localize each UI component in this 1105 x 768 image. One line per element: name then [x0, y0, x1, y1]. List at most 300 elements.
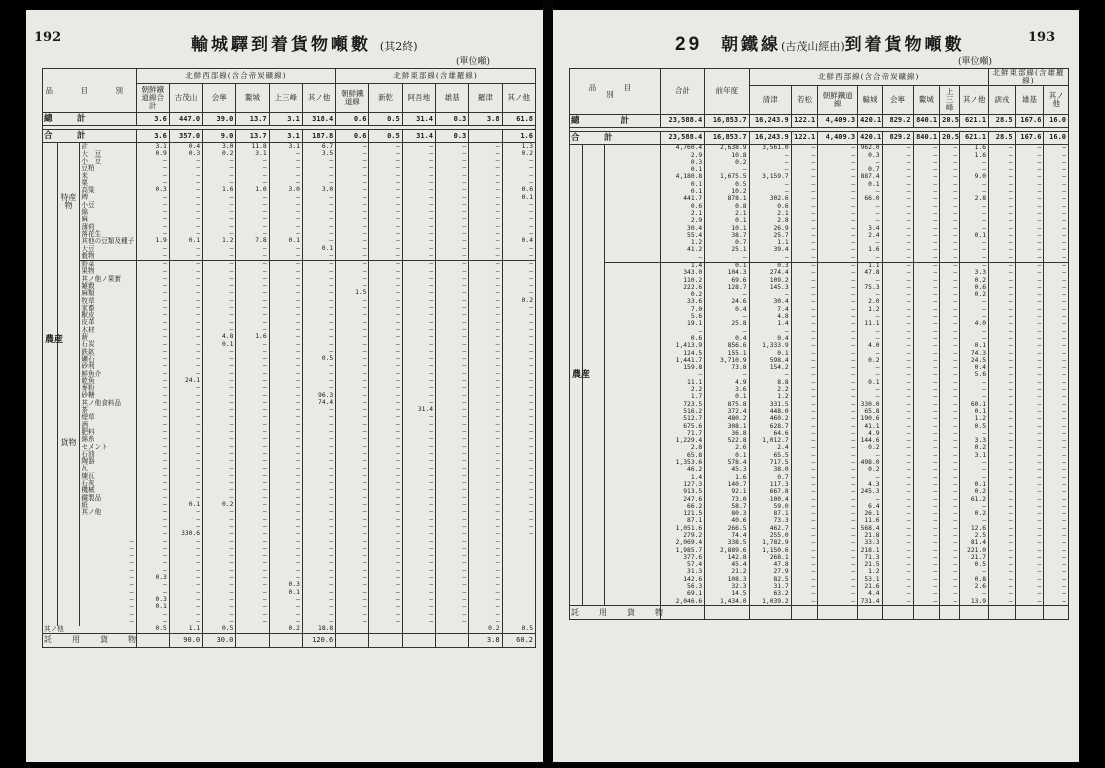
cell: — — [402, 348, 435, 355]
cell: — — [818, 335, 858, 342]
cell: — — [136, 172, 169, 179]
cell: — — [940, 518, 960, 525]
cell: 1.6 — [203, 187, 236, 194]
cell: — — [402, 414, 435, 421]
cell: — — [818, 598, 858, 606]
cell: — — [989, 181, 1016, 188]
cell: 11.8 — [236, 143, 269, 151]
cell: — — [940, 314, 960, 321]
cell: — — [882, 254, 913, 262]
cell: — — [136, 356, 169, 363]
cell: — — [989, 547, 1016, 554]
row-label: 煙草 — [80, 414, 136, 421]
cell: — — [989, 328, 1016, 335]
cell: — — [236, 341, 269, 348]
cell: 0.4 — [169, 143, 202, 151]
row-label — [605, 365, 660, 372]
cell: — — [302, 465, 335, 472]
cell: — — [791, 292, 818, 299]
cell: — — [402, 458, 435, 465]
cell: — — [436, 334, 469, 341]
cell: — — [989, 554, 1016, 561]
cell: 8.8 — [749, 379, 791, 386]
cell: — — [989, 562, 1016, 569]
cell: — — [940, 591, 960, 598]
cell: — — [269, 231, 302, 238]
cell: — — [1015, 328, 1044, 335]
cell: — — [469, 538, 502, 545]
cell: — — [136, 414, 169, 421]
cell: — — [502, 252, 535, 260]
row-label: 紙 — [80, 502, 136, 509]
cell: 3.6 — [705, 387, 749, 394]
cell: — — [469, 348, 502, 355]
cell: — — [236, 494, 269, 501]
cell: — — [1044, 203, 1069, 210]
cell: 1,413.9 — [660, 343, 704, 350]
cell: — — [402, 194, 435, 201]
cell: — — [940, 328, 960, 335]
cell: — — [913, 218, 940, 225]
cell: — — [989, 467, 1016, 474]
cell: — — [749, 328, 791, 335]
cell: — — [791, 218, 818, 225]
cell: — — [402, 252, 435, 260]
cell: — — [989, 203, 1016, 210]
table-row — [570, 328, 1069, 335]
cell: — — [960, 460, 989, 467]
cell: — — [882, 196, 913, 203]
cell: — — [336, 158, 369, 165]
cell: 10.2 — [705, 189, 749, 196]
cell: — — [858, 314, 882, 321]
cell: — — [136, 443, 169, 450]
cell: 0.1 — [269, 589, 302, 596]
cell: 2,046.6 — [660, 598, 704, 606]
cell: — — [791, 467, 818, 474]
cell: — — [882, 152, 913, 159]
cell: — — [791, 474, 818, 481]
cell: — — [369, 531, 402, 538]
cell: — — [136, 582, 169, 589]
cell: — — [818, 467, 858, 474]
cell: — — [236, 260, 269, 268]
table-row — [570, 525, 1069, 532]
cell: — — [436, 305, 469, 312]
cell: — — [203, 312, 236, 319]
cell: — — [469, 245, 502, 252]
cell: — — [989, 518, 1016, 525]
cell: — — [913, 562, 940, 569]
cell: — — [940, 357, 960, 364]
cell: — — [236, 392, 269, 399]
cell: — — [882, 452, 913, 459]
cell: 2,638.9 — [705, 144, 749, 152]
cell: — — [203, 567, 236, 574]
cell: — — [336, 523, 369, 530]
cell: 11.1 — [660, 379, 704, 386]
cell: — — [369, 370, 402, 377]
cell: — — [203, 516, 236, 523]
cell: — — [402, 560, 435, 567]
row-label — [605, 189, 660, 196]
row-label: 大 豆 — [80, 150, 136, 157]
cell: — — [169, 319, 202, 326]
cell: 420.1 — [858, 114, 882, 127]
cell: — — [818, 232, 858, 239]
cell: — — [913, 270, 940, 277]
cell: — — [940, 189, 960, 196]
cell: — — [913, 430, 940, 437]
row-label — [605, 270, 660, 277]
cell: — — [858, 452, 882, 459]
cell: 16.0 — [1044, 114, 1069, 127]
cell: — — [1044, 584, 1069, 591]
cell: — — [269, 516, 302, 523]
cell: 0.2 — [469, 626, 502, 634]
cell: — — [269, 414, 302, 421]
cell: — — [1015, 584, 1044, 591]
cell: 0.2 — [960, 511, 989, 518]
cell: — — [236, 223, 269, 230]
cell: — — [402, 531, 435, 538]
cell: — — [989, 387, 1016, 394]
cell: — — [989, 232, 1016, 239]
table-row — [570, 284, 1069, 291]
cell: 74.4 — [705, 532, 749, 539]
cell — [913, 606, 940, 620]
cell: — — [469, 150, 502, 157]
cell — [402, 633, 435, 647]
cell — [940, 606, 960, 620]
cell: — — [1044, 247, 1069, 254]
column-header: 鰲城 — [236, 84, 269, 113]
cell: — — [369, 290, 402, 297]
cell: — — [1015, 452, 1044, 459]
cell: — — [502, 450, 535, 457]
cell: — — [236, 275, 269, 282]
cell: — — [469, 618, 502, 625]
cell: — — [436, 436, 469, 443]
cell: — — [1044, 299, 1069, 306]
column-header: 雄基 — [1015, 85, 1044, 114]
row-label — [43, 596, 58, 603]
cell: — — [913, 489, 940, 496]
cell: — — [269, 509, 302, 516]
cell: — — [236, 399, 269, 406]
cell: 10.8 — [705, 152, 749, 159]
cell: — — [302, 172, 335, 179]
cell: — — [818, 306, 858, 313]
cell: 3.3 — [960, 270, 989, 277]
cell: — — [269, 312, 302, 319]
cell: — — [169, 172, 202, 179]
cell: — — [469, 143, 502, 151]
row-label — [605, 511, 660, 518]
cell: — — [791, 408, 818, 415]
cell: — — [336, 604, 369, 611]
cell: — — [913, 321, 940, 328]
cell: — — [136, 252, 169, 260]
row-label — [43, 560, 58, 567]
cell: — — [469, 465, 502, 472]
cell: — — [402, 596, 435, 603]
cell: — — [436, 312, 469, 319]
row-label: 其ノ他食料品 — [80, 399, 136, 406]
cell: — — [469, 487, 502, 494]
cell: — — [269, 326, 302, 333]
cell: — — [989, 159, 1016, 166]
cell: — — [169, 450, 202, 457]
cell: — — [960, 254, 989, 262]
cell: — — [1015, 357, 1044, 364]
table-row — [43, 187, 536, 194]
row-label — [605, 335, 660, 342]
cell: — — [236, 429, 269, 436]
cell: — — [882, 189, 913, 196]
cell: 60.1 — [960, 401, 989, 408]
cell: — — [989, 569, 1016, 576]
column-header: 新乾 — [369, 84, 402, 113]
table-row — [570, 408, 1069, 415]
cell: 142.8 — [705, 554, 749, 561]
cell: — — [203, 172, 236, 179]
cell: 0.2 — [502, 150, 535, 157]
cell: 140.7 — [705, 481, 749, 488]
cell: — — [402, 582, 435, 589]
cell: 61.2 — [960, 496, 989, 503]
cell: — — [402, 604, 435, 611]
cell: — — [858, 159, 882, 166]
cell: — — [1044, 144, 1069, 152]
cell: — — [791, 460, 818, 467]
cell: — — [269, 150, 302, 157]
cell: — — [336, 231, 369, 238]
cell: 104.3 — [705, 270, 749, 277]
cell: — — [203, 209, 236, 216]
cell: — — [1015, 430, 1044, 437]
row-label — [605, 474, 660, 481]
cell: — — [818, 292, 858, 299]
cell: — — [940, 203, 960, 210]
cell: — — [269, 370, 302, 377]
cell: — — [336, 436, 369, 443]
table-row — [570, 562, 1069, 569]
cell: — — [402, 143, 435, 151]
cell: — — [858, 218, 882, 225]
cell: — — [1015, 152, 1044, 159]
row-label: 其ノ他 — [80, 509, 136, 516]
row-label — [605, 496, 660, 503]
row-label: 米 — [80, 172, 136, 179]
row-label: 落花生 — [80, 231, 136, 238]
cell: — — [1044, 270, 1069, 277]
cell: 330.6 — [169, 531, 202, 538]
cell: 21.8 — [858, 532, 882, 539]
cell: — — [989, 394, 1016, 401]
cell: — — [203, 252, 236, 260]
cell: 875.8 — [705, 401, 749, 408]
row-label — [605, 350, 660, 357]
cell: — — [436, 385, 469, 392]
cell: — — [203, 494, 236, 501]
cell: — — [1015, 232, 1044, 239]
cell: — — [236, 450, 269, 457]
table-row — [570, 598, 1069, 606]
cell: — — [136, 290, 169, 297]
row-label — [605, 598, 660, 606]
cell: — — [169, 604, 202, 611]
cell: — — [818, 547, 858, 554]
cell: — — [913, 152, 940, 159]
cell: — — [269, 209, 302, 216]
cell: — — [369, 399, 402, 406]
cell: — — [136, 326, 169, 333]
cell: — — [236, 538, 269, 545]
table-row — [570, 167, 1069, 174]
row-label: 總 計 — [43, 113, 137, 126]
cell: — — [436, 509, 469, 516]
cell: — — [1015, 203, 1044, 210]
row-label — [605, 247, 660, 254]
cell: — — [203, 480, 236, 487]
cell: 0.2 — [858, 467, 882, 474]
cell: 462.7 — [749, 525, 791, 532]
cell: — — [302, 165, 335, 172]
cell: 498.0 — [858, 460, 882, 467]
cell: — — [203, 472, 236, 479]
cell: — — [940, 365, 960, 372]
cell: — — [502, 165, 535, 172]
cell: — — [940, 401, 960, 408]
cell: — — [791, 144, 818, 152]
cell: — — [369, 465, 402, 472]
cell: — — [989, 144, 1016, 152]
cell: — — [882, 174, 913, 181]
cell: — — [1044, 218, 1069, 225]
cell: — — [749, 372, 791, 379]
cell: 38.0 — [749, 467, 791, 474]
cell: — — [269, 575, 302, 582]
cell: — — [302, 575, 335, 582]
cell: — — [940, 270, 960, 277]
cell: 100.4 — [749, 496, 791, 503]
cell: — — [502, 341, 535, 348]
cell: — — [791, 540, 818, 547]
cell: — — [469, 604, 502, 611]
cell: 3.1 — [269, 143, 302, 151]
cell: — — [80, 604, 136, 611]
cell: — — [791, 387, 818, 394]
cell: — — [336, 538, 369, 545]
cell: — — [269, 618, 302, 625]
cell: 0.2 — [960, 277, 989, 284]
cell: — — [818, 540, 858, 547]
cell: — — [940, 481, 960, 488]
cell: 255.0 — [749, 532, 791, 539]
cell: — — [818, 284, 858, 291]
cell: 0.3 — [136, 187, 169, 194]
cell: — — [436, 414, 469, 421]
cell: — — [269, 611, 302, 618]
cell: — — [818, 321, 858, 328]
cell: — — [989, 321, 1016, 328]
cell: — — [402, 487, 435, 494]
cell: — — [236, 611, 269, 618]
row-label — [605, 218, 660, 225]
cell: — — [336, 223, 369, 230]
cell: — — [336, 509, 369, 516]
cell: — — [1044, 481, 1069, 488]
cell: — — [203, 363, 236, 370]
cell: 64.6 — [749, 430, 791, 437]
cell: 2.1 — [705, 210, 749, 217]
cell: — — [913, 591, 940, 598]
cell: 1.1 — [169, 626, 202, 634]
cell: — — [882, 423, 913, 430]
cell: — — [269, 472, 302, 479]
cell: — — [402, 494, 435, 501]
cell: — — [818, 503, 858, 510]
cell: — — [402, 436, 435, 443]
cell: — — [1015, 174, 1044, 181]
row-label — [80, 516, 136, 523]
cell: 3,159.7 — [749, 174, 791, 181]
table-row — [43, 604, 536, 611]
cell: — — [882, 203, 913, 210]
cell: 3.4 — [858, 225, 882, 232]
cell: — — [169, 275, 202, 282]
cell: — — [236, 172, 269, 179]
cell: — — [336, 545, 369, 552]
cell: — — [940, 262, 960, 270]
cell: 2.6 — [960, 584, 989, 591]
cell: — — [269, 538, 302, 545]
cell: 0.1 — [169, 502, 202, 509]
cell: — — [402, 509, 435, 516]
cell: — — [436, 545, 469, 552]
cell: 0.2 — [502, 297, 535, 304]
cell: — — [989, 576, 1016, 583]
cell: — — [1015, 270, 1044, 277]
cell: — — [436, 421, 469, 428]
cell: — — [1044, 314, 1069, 321]
cell: 0.2 — [960, 489, 989, 496]
table-row — [570, 335, 1069, 342]
cell: — — [913, 174, 940, 181]
cell: — — [203, 450, 236, 457]
cell: — — [269, 252, 302, 260]
cell — [858, 606, 882, 620]
cell: 32.3 — [705, 584, 749, 591]
cell: — — [989, 511, 1016, 518]
cell: — — [369, 596, 402, 603]
cell: 1,441.7 — [660, 357, 704, 364]
table-row — [570, 174, 1069, 181]
cell: 30.0 — [203, 633, 236, 647]
cell: — — [940, 460, 960, 467]
cell: — — [913, 518, 940, 525]
cell: — — [818, 189, 858, 196]
cell: — — [818, 387, 858, 394]
row-label — [605, 174, 660, 181]
cell: — — [136, 545, 169, 552]
cell: 460.2 — [749, 416, 791, 423]
cell: 0.4 — [705, 335, 749, 342]
cell: — — [136, 480, 169, 487]
cell: — — [136, 201, 169, 208]
cell: — — [818, 525, 858, 532]
